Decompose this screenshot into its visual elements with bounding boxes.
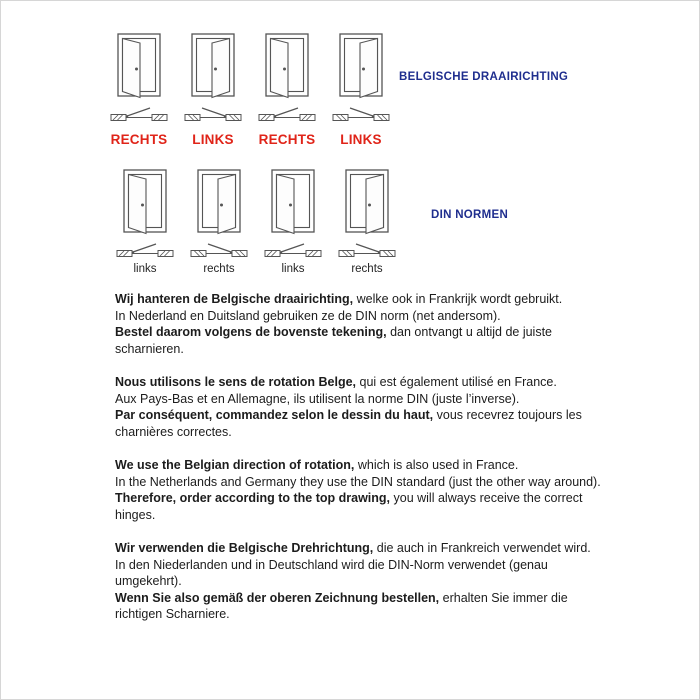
text-run: die auch in Frankreich verwendet wird. xyxy=(373,541,591,555)
door-unit xyxy=(335,169,399,275)
door-hinge-plan-icon xyxy=(115,241,175,259)
paragraph-french xyxy=(115,374,609,440)
swing-direction-label: RECHTS xyxy=(110,132,168,147)
paragraph-german xyxy=(115,540,609,623)
door-unit xyxy=(255,33,319,147)
swing-direction-label: links xyxy=(281,263,305,275)
text-run: In den Niederlanden und in Deutschland wird die DIN-Norm verwendet (genau umgekehrt). xyxy=(115,557,548,588)
swing-direction-label: LINKS xyxy=(340,132,382,147)
door-hinge-plan-icon xyxy=(257,105,317,123)
bold-lead: Par conséquent, commandez selon le dessin du haut, xyxy=(115,408,434,422)
text-run: In Nederland en Duitsland gebruiken ze de DIN norm (net andersom). xyxy=(115,308,501,323)
bold-lead: Therefore, order according to the top drawing, xyxy=(115,491,391,505)
door-hinge-plan-icon xyxy=(189,241,249,259)
text-run: erhalten Sie immer die richtigen Scharniere. xyxy=(115,590,568,621)
door-unit xyxy=(107,33,171,147)
door-unit xyxy=(261,169,325,275)
door-unit xyxy=(187,169,251,275)
door-unit xyxy=(113,169,177,275)
bold-lead: Nous utilisons le sens de rotation Belge, xyxy=(115,375,357,389)
text-run: dan ontvangt u altijd de juiste scharnieren. xyxy=(115,325,553,356)
door-hinge-plan-icon xyxy=(183,105,243,123)
door-front-icon xyxy=(338,33,384,99)
door-front-icon xyxy=(190,33,236,99)
door-front-icon xyxy=(344,169,390,235)
belgian-direction-caption: BELGISCHE DRAAIRICHTING xyxy=(399,71,569,83)
door-unit xyxy=(329,33,393,147)
text-run: you will always receive the correct hinges. xyxy=(115,491,583,522)
door-front-icon xyxy=(196,169,242,235)
paragraph-english xyxy=(115,457,609,523)
bold-lead: Bestel daarom volgens de bovenste tekening, xyxy=(115,325,387,339)
belgian-direction-row xyxy=(107,33,569,147)
text-run: vous recevrez toujours les charnières correctes. xyxy=(115,408,582,439)
door-front-icon xyxy=(270,169,316,235)
swing-direction-label: LINKS xyxy=(192,132,234,147)
diagram-section xyxy=(1,1,699,275)
text-run: which is also used in France. xyxy=(354,458,519,472)
text-run: In the Netherlands and Germany they use the DIN standard (just the other way around). xyxy=(115,474,601,489)
bold-lead: Wij hanteren de Belgische draairichting, xyxy=(115,292,354,306)
text-run: welke ook in Frankrijk wordt gebruikt. xyxy=(353,292,563,306)
door-hinge-plan-icon xyxy=(331,105,391,123)
door-hinge-plan-icon xyxy=(109,105,169,123)
din-norm-caption: DIN NORMEN xyxy=(431,209,509,221)
bold-lead: We use the Belgian direction of rotation, xyxy=(115,458,355,472)
swing-direction-label: RECHTS xyxy=(258,132,316,147)
din-norm-row xyxy=(113,169,509,275)
explanation-text xyxy=(115,291,609,623)
text-run: Aux Pays-Bas et en Allemagne, ils utilisent la norme DIN (juste l’inverse). xyxy=(115,391,520,406)
swing-direction-label: rechts xyxy=(203,263,235,275)
text-run: qui est également utilisé en France. xyxy=(356,375,557,389)
door-front-icon xyxy=(116,33,162,99)
door-unit xyxy=(181,33,245,147)
bold-lead: Wir verwenden die Belgische Drehrichtung, xyxy=(115,541,374,555)
paragraph-dutch xyxy=(115,291,609,357)
door-front-icon xyxy=(264,33,310,99)
door-hinge-plan-icon xyxy=(337,241,397,259)
door-hinge-plan-icon xyxy=(263,241,323,259)
swing-direction-label: links xyxy=(133,263,157,275)
swing-direction-label: rechts xyxy=(351,263,383,275)
bold-lead: Wenn Sie also gemäß der oberen Zeichnung bestellen, xyxy=(115,590,440,605)
door-front-icon xyxy=(122,169,168,235)
